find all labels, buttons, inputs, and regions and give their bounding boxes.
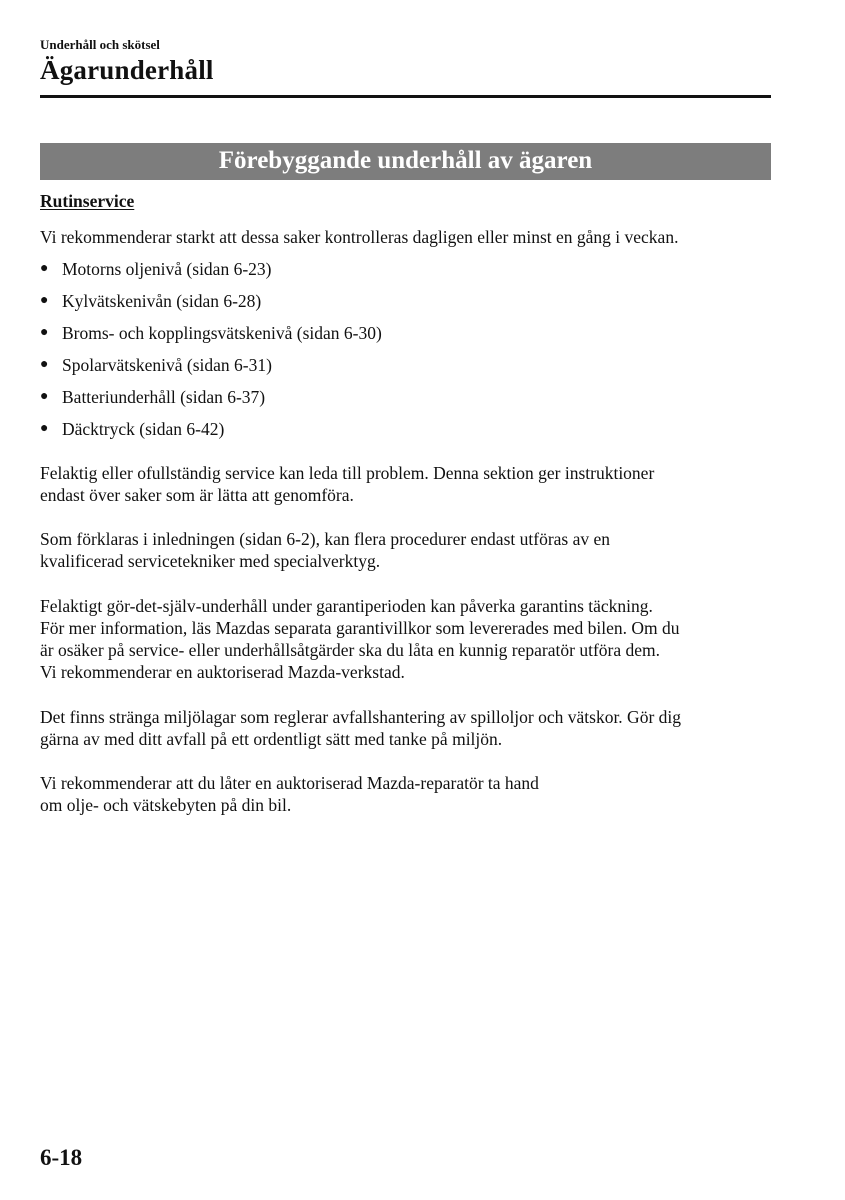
list-item <box>40 322 382 354</box>
list-item-label: Batteriunderhåll (sidan 6-37) <box>62 387 266 407</box>
paragraph-line: kvalificerad servicetekniker med specialverktyg. <box>40 551 381 571</box>
paragraph-line: Vi rekommenderar att du låter en auktoriserad Mazda-reparatör ta hand <box>40 773 539 793</box>
bullet-icon: ● <box>40 357 49 372</box>
list-item-label: Motorns oljenivå (sidan 6-23) <box>62 259 272 279</box>
bullet-icon: ● <box>40 389 49 404</box>
paragraph-recommendation <box>40 772 780 816</box>
list-item <box>40 258 382 290</box>
list-item-label: Däcktryck (sidan 6-42) <box>62 419 225 439</box>
bullet-icon: ● <box>40 293 49 308</box>
section-banner: Förebyggande underhåll av ägaren <box>40 143 771 180</box>
page-number: 6-18 <box>40 1145 83 1170</box>
paragraph-service-warning <box>40 462 780 506</box>
list-item <box>40 290 382 322</box>
intro-paragraph: Vi rekommenderar starkt att dessa saker kontrolleras dagligen eller minst en gång i veckan. <box>40 227 679 247</box>
list-item <box>40 354 382 386</box>
paragraph-warranty <box>40 595 780 683</box>
paragraph-environment <box>40 706 780 750</box>
bullet-icon: ● <box>40 421 49 436</box>
breadcrumb: Underhåll och skötsel <box>40 37 160 52</box>
paragraph-line: För mer information, läs Mazdas separata garantivillkor som levererades med bilen. Om du <box>40 618 680 638</box>
bullet-icon: ● <box>40 325 49 340</box>
list-item-label: Spolarvätskenivå (sidan 6-31) <box>62 355 272 375</box>
paragraph-line: Felaktigt gör-det-själv-underhåll under garantiperioden kan påverka garantins täckning. <box>40 596 653 616</box>
paragraph-line: Vi rekommenderar en auktoriserad Mazda-verkstad. <box>40 662 405 682</box>
paragraph-line: om olje- och vätskebyten på din bil. <box>40 795 292 815</box>
list-item <box>40 418 382 450</box>
bullet-icon: ● <box>40 261 49 276</box>
paragraph-line: Som förklaras i inledningen (sidan 6-2), kan flera procedurer endast utföras av en <box>40 529 611 549</box>
list-item-label: Broms- och kopplingsvätskenivå (sidan 6-30) <box>62 323 382 343</box>
title-divider <box>40 95 771 98</box>
page-title: Ägarunderhåll <box>40 55 214 85</box>
list-item-label: Kylvätskenivån (sidan 6-28) <box>62 291 262 311</box>
paragraph-line: endast över saker som är lätta att genomföra. <box>40 485 354 505</box>
paragraph-line: Det finns stränga miljölagar som reglerar avfallshantering av spilloljor och vätskor. Gör dig <box>40 707 682 727</box>
paragraph-line: gärna av med ditt avfall på ett ordentligt sätt med tanke på miljön. <box>40 729 503 749</box>
checklist <box>40 258 382 450</box>
paragraph-line: är osäker på service- eller underhållsåtgärder ska du låta en kunnig reparatör utföra dem. <box>40 640 660 660</box>
paragraph-line: Felaktig eller ofullständig service kan leda till problem. Denna sektion ger instruktioner <box>40 463 655 483</box>
list-item <box>40 386 382 418</box>
section-subheading: Rutinservice <box>40 191 135 211</box>
paragraph-special-tools <box>40 528 780 572</box>
